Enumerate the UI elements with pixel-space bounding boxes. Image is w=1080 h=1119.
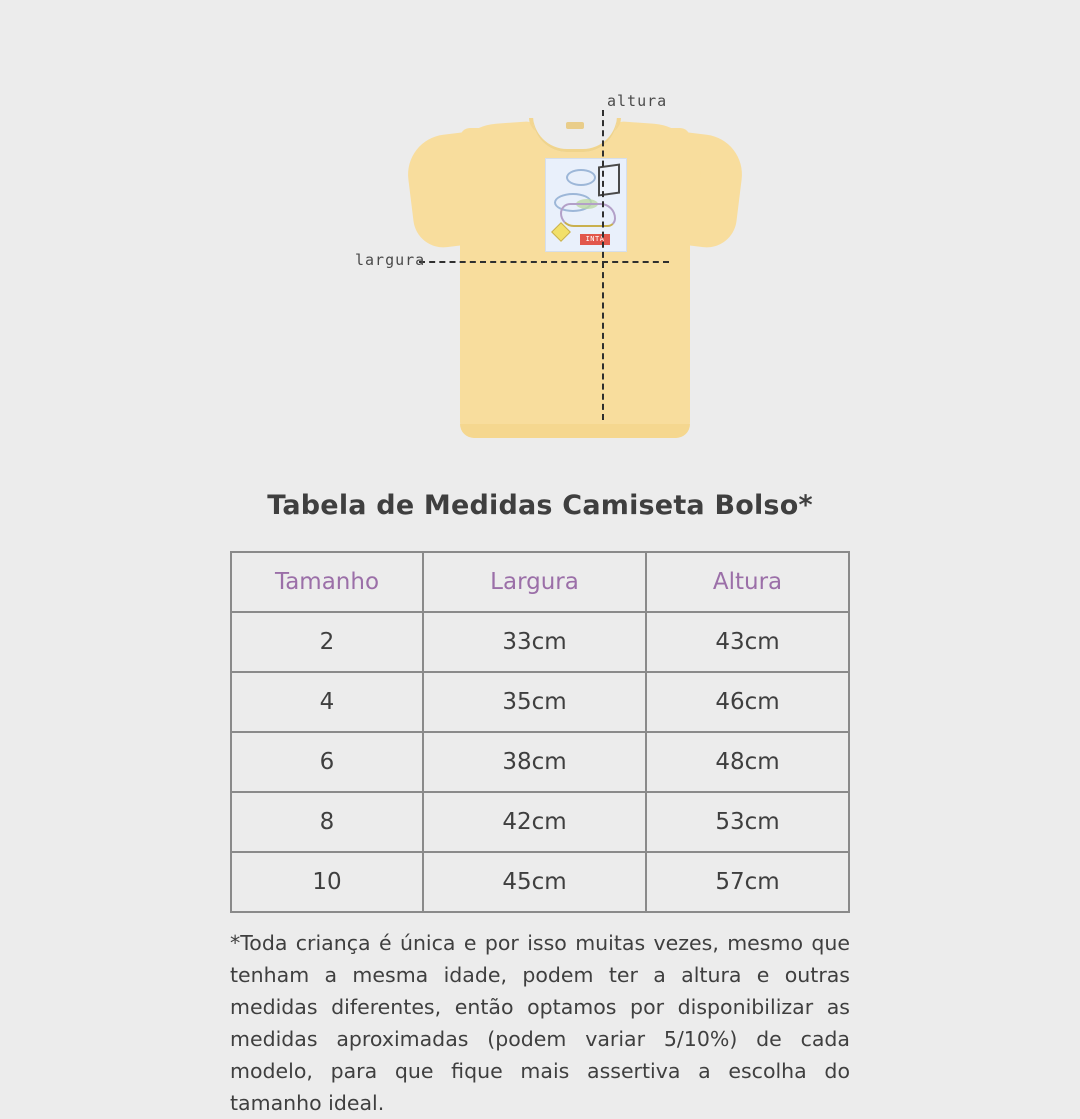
cell-width: 42cm: [423, 792, 646, 852]
column-header-altura: Altura: [646, 552, 849, 612]
tshirt-graphic: [404, 100, 744, 440]
cell-height: 48cm: [646, 732, 849, 792]
tshirt-neck-tag: [566, 122, 584, 129]
table-row: [231, 612, 849, 672]
width-guide-line: [419, 261, 669, 263]
cell-width: 45cm: [423, 852, 646, 912]
cell-height: 53cm: [646, 792, 849, 852]
cell-size: 10: [231, 852, 423, 912]
cell-width: 35cm: [423, 672, 646, 732]
column-header-largura: Largura: [423, 552, 646, 612]
height-guide-line: [602, 110, 604, 420]
table-row: [231, 852, 849, 912]
column-header-tamanho: Tamanho: [231, 552, 423, 612]
product-illustration: [0, 0, 1080, 470]
height-guide-label: altura: [607, 92, 668, 110]
cell-width: 38cm: [423, 732, 646, 792]
width-guide-label: largura: [355, 251, 426, 269]
cloud-icon: [566, 169, 596, 186]
pocket-print-patch: [545, 158, 627, 252]
scribble-icon: [560, 203, 616, 227]
print-tag-label: INTA: [580, 234, 610, 245]
cell-height: 46cm: [646, 672, 849, 732]
table-row: [231, 672, 849, 732]
cell-width: 33cm: [423, 612, 646, 672]
table-row: [231, 732, 849, 792]
cell-size: 8: [231, 792, 423, 852]
table-row: [231, 792, 849, 852]
cell-height: 43cm: [646, 612, 849, 672]
page-title: Tabela de Medidas Camiseta Bolso*: [267, 490, 813, 521]
measurements-footnote: *Toda criança é única e por isso muitas vezes, mesmo que tenham a mesma idade, podem ter a altura e outras medidas diferentes, então optamos por disponibilizar as medidas aproximadas (podem variar 5/10%) de cada modelo, para que fique mais assertiva a escolha do tamanho ideal.: [230, 931, 850, 1115]
size-measurements-table: [230, 551, 850, 913]
cell-size: 2: [231, 612, 423, 672]
cell-size: 6: [231, 732, 423, 792]
table-header-row: [231, 552, 849, 612]
cell-height: 57cm: [646, 852, 849, 912]
cell-size: 4: [231, 672, 423, 732]
